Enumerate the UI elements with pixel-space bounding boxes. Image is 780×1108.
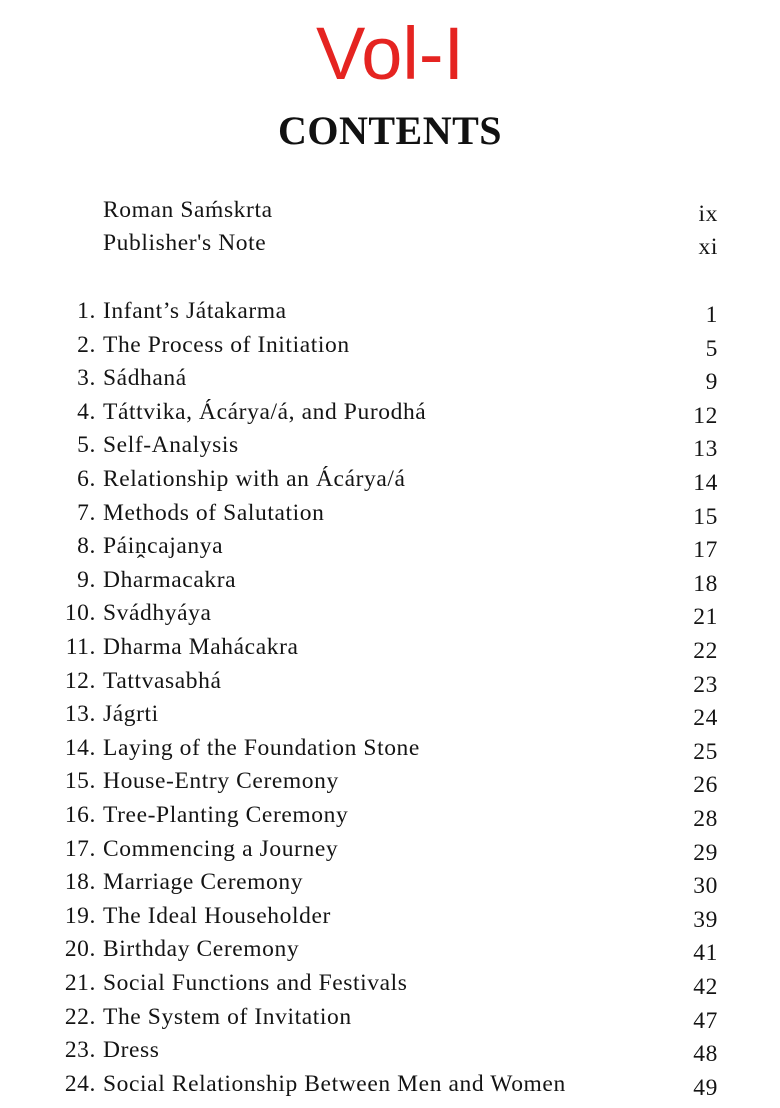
toc-entry-page: 48 xyxy=(693,1041,718,1068)
toc-entry-page: xi xyxy=(698,234,718,260)
toc-chapter-row[interactable] xyxy=(0,330,780,360)
toc-entry-page: 22 xyxy=(693,638,718,664)
toc-front-matter-roman-samskrta[interactable] xyxy=(0,195,780,225)
toc-entry-page: 14 xyxy=(693,470,718,496)
toc-entry-page: 42 xyxy=(693,974,718,1000)
toc-entry-page: 1 xyxy=(705,302,718,328)
toc-entry-number: 13. xyxy=(64,701,96,728)
toc-entry-page: 9 xyxy=(705,369,718,396)
toc-chapter-row[interactable] xyxy=(0,1035,780,1068)
toc-chapter-row[interactable] xyxy=(0,666,780,696)
toc-entry-title: Infant’s Játakarma xyxy=(103,298,287,324)
toc-entry-title: Roman Saḿskrta xyxy=(103,197,273,223)
toc-entry-title: The System of Invitation xyxy=(103,1003,352,1030)
toc-entry-page: 26 xyxy=(693,772,718,799)
toc-chapter-row[interactable] xyxy=(0,565,780,595)
toc-entry-number: 6. xyxy=(77,466,96,492)
toc-entry-title: Methods of Salutation xyxy=(103,499,325,526)
toc-entry-title: Táttvika, Ácárya/á, and Purodhá xyxy=(103,398,427,425)
toc-entry-page: 23 xyxy=(693,671,718,698)
toc-entry-page: 29 xyxy=(693,839,718,866)
toc-entry-number: 9. xyxy=(77,566,96,593)
toc-entry-page: 13 xyxy=(693,436,718,463)
toc-entry-page: ix xyxy=(698,201,718,227)
toc-entry-page: 5 xyxy=(705,335,718,362)
toc-front-matter-publishers-note[interactable] xyxy=(0,228,780,258)
toc-entry-number: 10. xyxy=(64,600,96,627)
toc-entry-title: Dharmacakra xyxy=(103,566,237,593)
toc-chapter-row[interactable] xyxy=(0,397,780,427)
toc-entry-title: Tree-Planting Ceremony xyxy=(103,802,349,828)
toc-entry-number: 7. xyxy=(77,499,96,526)
page-title: CONTENTS xyxy=(277,108,503,153)
toc-chapter-row[interactable] xyxy=(0,531,780,564)
toc-entry-title: Sádhaná xyxy=(103,365,187,392)
toc-chapter-row[interactable] xyxy=(0,834,780,864)
toc-entry-number: 23. xyxy=(64,1037,96,1064)
toc-entry-number: 14. xyxy=(64,734,96,761)
toc-entry-number: 11. xyxy=(65,634,96,660)
toc-chapter-row[interactable] xyxy=(0,464,780,494)
toc-entry-title: Social Relationship Between Men and Women xyxy=(103,1070,566,1097)
toc-entry-title: House-Entry Ceremony xyxy=(103,768,339,795)
toc-entry-title: Social Functions and Festivals xyxy=(103,970,408,996)
toc-entry-number: 22. xyxy=(64,1003,96,1030)
toc-entry-page: 18 xyxy=(693,570,718,597)
toc-entry-title: Commencing a Journey xyxy=(103,835,339,862)
toc-chapter-row[interactable] xyxy=(0,699,780,732)
toc-entry-title: Dress xyxy=(103,1037,160,1064)
toc-entry-title: Publisher's Note xyxy=(103,230,267,256)
toc-chapter-row[interactable] xyxy=(0,901,780,931)
toc-entry-page: 47 xyxy=(693,1007,718,1034)
toc-chapter-row[interactable] xyxy=(0,498,780,528)
toc-entry-page: 24 xyxy=(693,705,718,732)
toc-chapter-row[interactable] xyxy=(0,968,780,998)
toc-chapter-row[interactable] xyxy=(0,867,780,900)
toc-chapter-row[interactable] xyxy=(0,363,780,396)
volume-label: Vol-I xyxy=(315,12,465,95)
toc-entry-page: 15 xyxy=(693,503,718,530)
toc-chapter-row[interactable] xyxy=(0,598,780,631)
toc-entry-page: 41 xyxy=(693,940,718,967)
toc-entry-title: The Process of Initiation xyxy=(103,331,350,358)
toc-entry-number: 16. xyxy=(64,802,96,828)
toc-entry-title: Páiṋcajanya xyxy=(103,533,224,560)
toc-entry-title: Laying of the Foundation Stone xyxy=(103,734,420,761)
toc-entry-number: 15. xyxy=(64,768,96,795)
toc-chapter-row[interactable] xyxy=(0,766,780,799)
toc-entry-title: Relationship with an Ácárya/á xyxy=(103,466,406,492)
toc-entry-title: Dharma Mahácakra xyxy=(103,634,299,660)
toc-entry-page: 21 xyxy=(693,604,718,631)
toc-entry-page: 39 xyxy=(693,906,718,933)
toc-entry-number: 3. xyxy=(77,365,96,392)
toc-entry-number: 18. xyxy=(64,869,96,896)
toc-chapter-row[interactable] xyxy=(0,296,780,326)
toc-entry-number: 20. xyxy=(64,936,96,963)
toc-entry-title: Self-Analysis xyxy=(103,432,239,459)
toc-entry-number: 19. xyxy=(64,902,96,929)
toc-chapter-row[interactable] xyxy=(0,934,780,967)
toc-entry-number: 21. xyxy=(64,970,96,996)
toc-entry-number: 2. xyxy=(77,331,96,358)
toc-chapter-row[interactable] xyxy=(0,632,780,662)
toc-entry-page: 30 xyxy=(693,873,718,900)
toc-entry-number: 12. xyxy=(64,667,96,694)
toc-chapter-row[interactable] xyxy=(0,800,780,830)
toc-entry-page: 28 xyxy=(693,806,718,832)
toc-entry-number: 17. xyxy=(64,835,96,862)
toc-entry-title: Tattvasabhá xyxy=(103,667,222,694)
toc-entry-number: 24. xyxy=(64,1070,96,1097)
toc-entry-title: Jágrti xyxy=(103,701,159,728)
toc-entry-page: 49 xyxy=(693,1074,718,1101)
toc-chapter-row[interactable] xyxy=(0,1002,780,1032)
toc-chapter-row[interactable] xyxy=(0,430,780,463)
toc-entry-page: 17 xyxy=(693,537,718,564)
toc-chapter-row[interactable] xyxy=(0,733,780,763)
toc-entry-number: 8. xyxy=(77,533,96,560)
toc-entry-title: Birthday Ceremony xyxy=(103,936,300,963)
toc-entry-title: Svádhyáya xyxy=(103,600,212,627)
toc-entry-number: 1. xyxy=(77,298,96,324)
toc-entry-page: 25 xyxy=(693,738,718,765)
toc-entry-title: The Ideal Householder xyxy=(103,902,331,929)
toc-entry-page: 12 xyxy=(693,402,718,429)
toc-entry-title: Marriage Ceremony xyxy=(103,869,304,896)
toc-entry-number: 5. xyxy=(77,432,96,459)
toc-chapter-row[interactable] xyxy=(0,1069,780,1099)
toc-entry-number: 4. xyxy=(77,398,96,425)
